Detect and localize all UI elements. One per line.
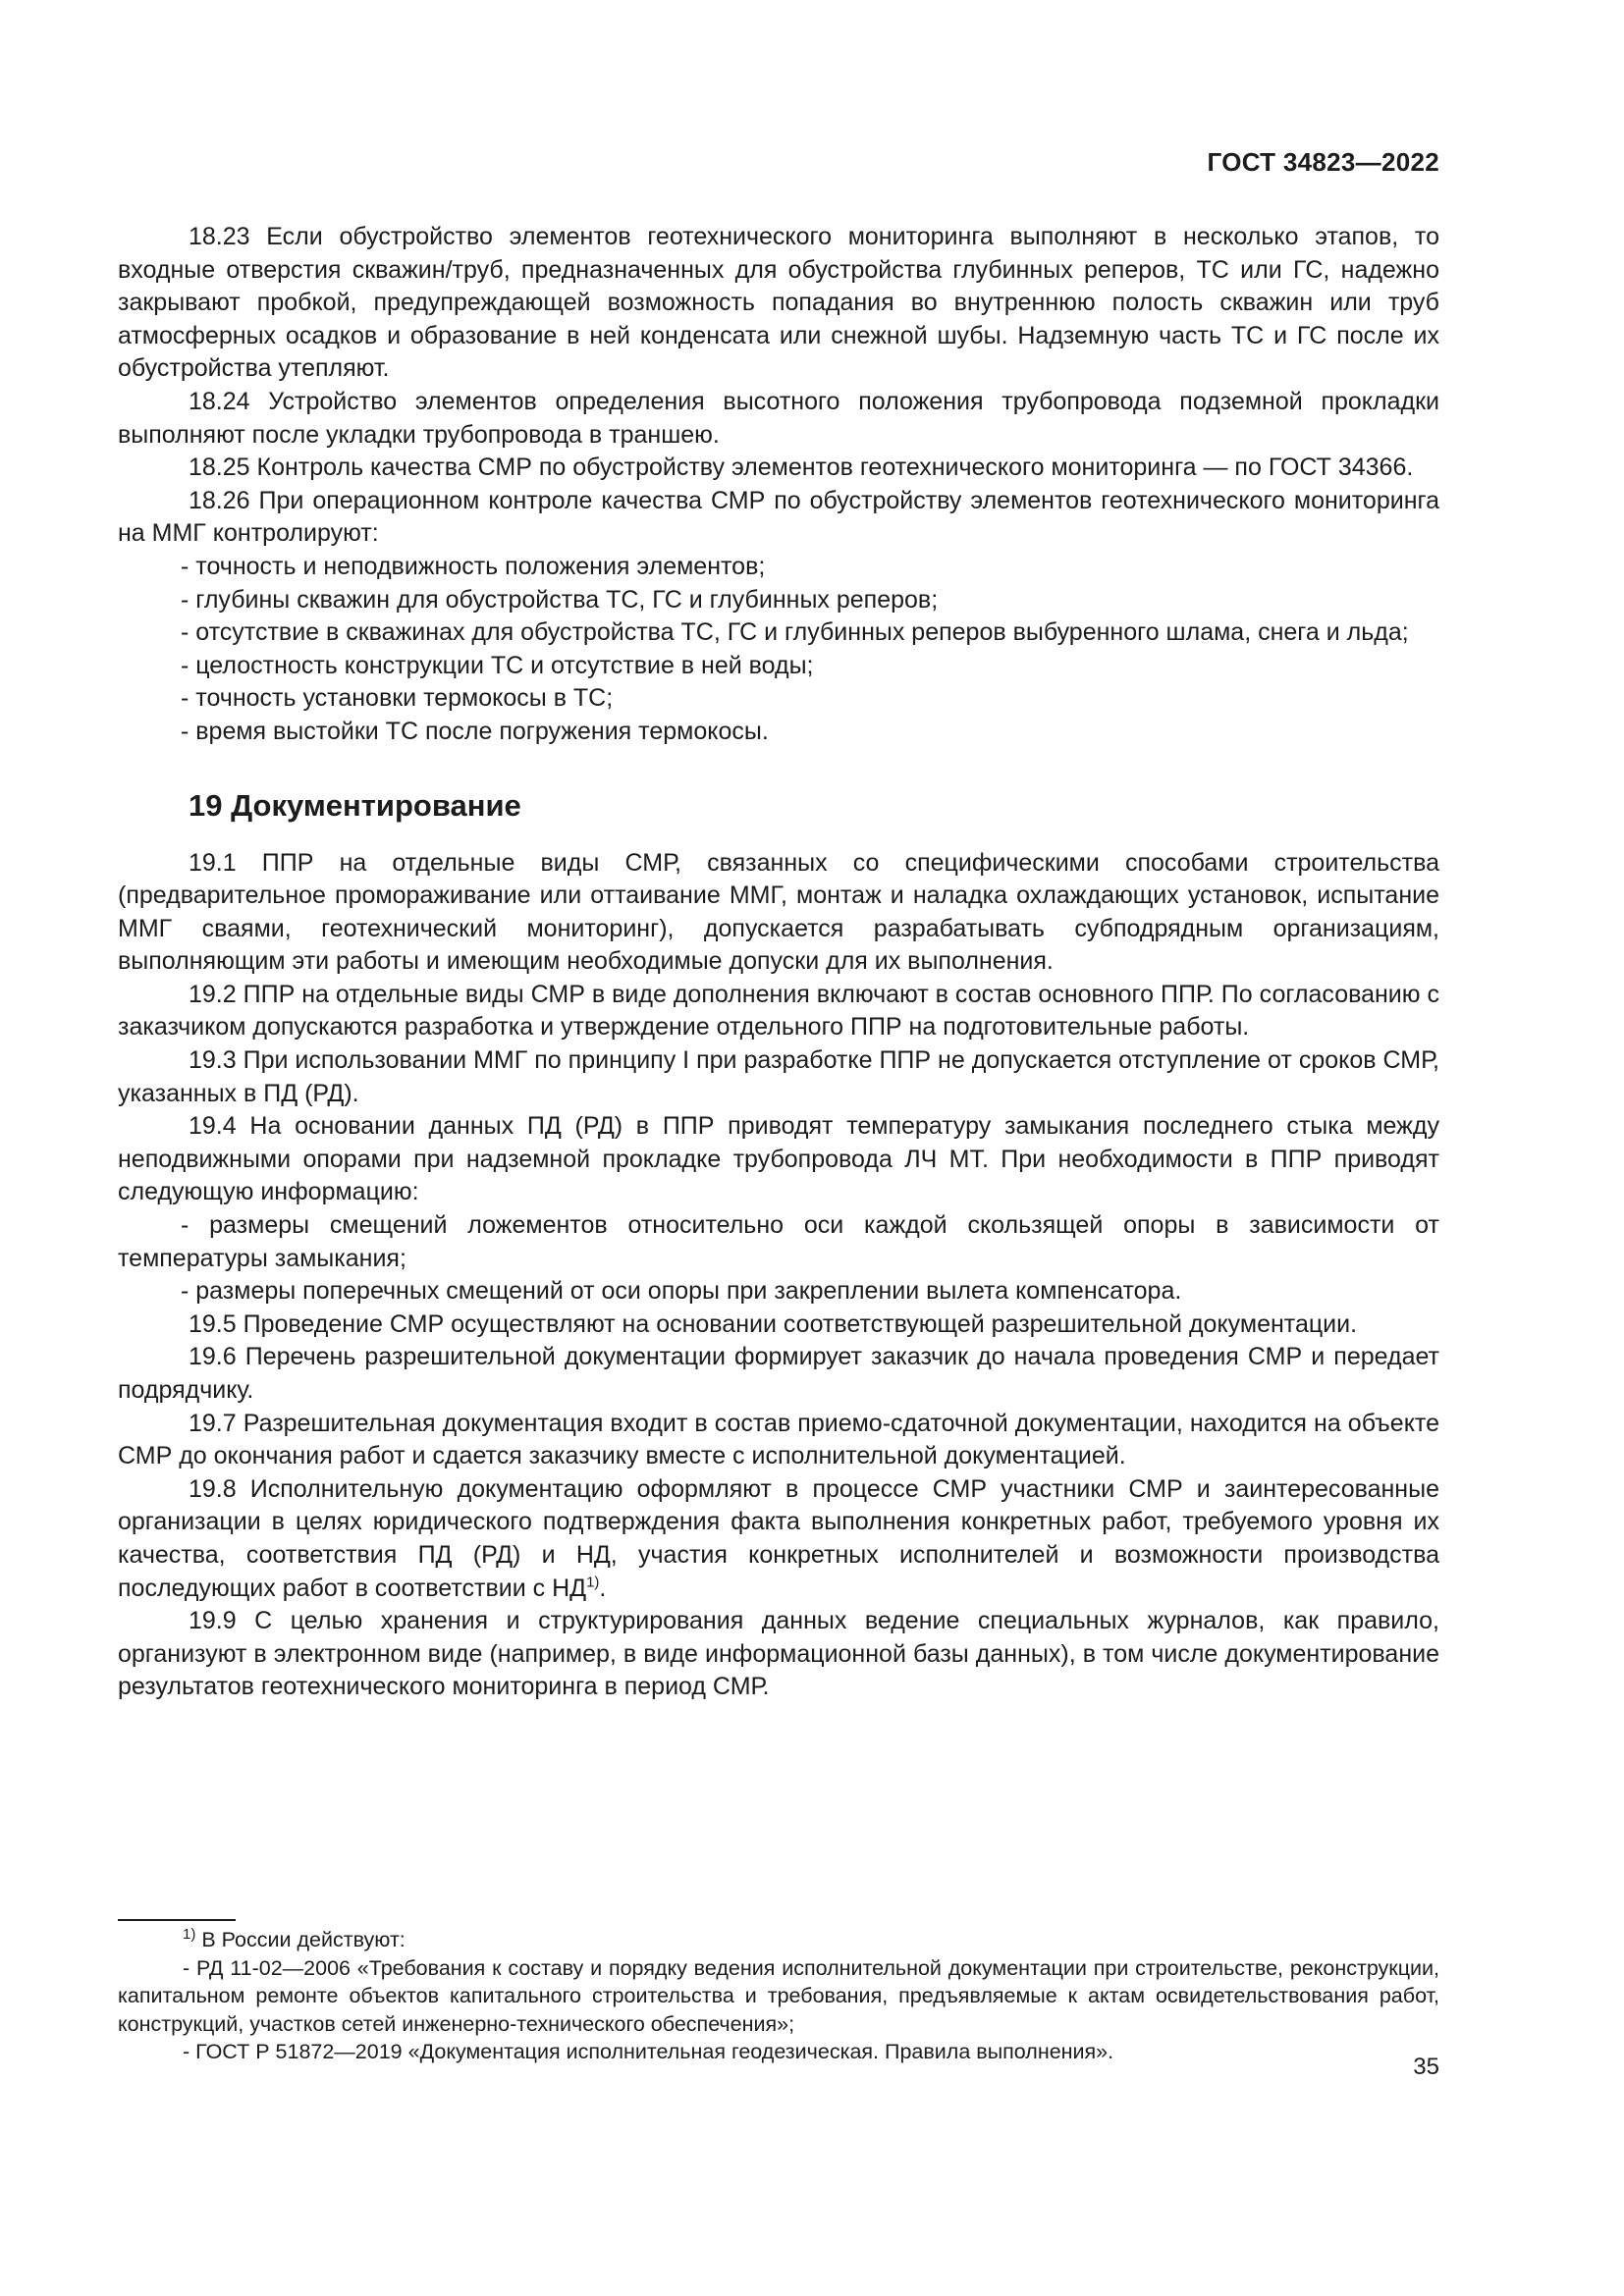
paragraph-18-23: 18.23 Если обустройство элементов геотехнического мониторинга выполняют в несколько этапов, то входные отверстия скважин/труб, предназначенных для обустройства глубинных реперов, ТС или ГС, надежно закрывают пробкой, предупреждающей возможность попадания во внутреннюю полость скважин или труб атмосферных осадков и образование в ней конденсата или снежной шубы. Надземную часть ТС и ГС после их обустройства утепляют. [118,223,1439,383]
list-item: - целостность конструкции ТС и отсутствие в ней воды; [181,651,814,679]
list-item: - глубины скважин для обустройства ТС, ГС и глубинных реперов; [181,585,939,614]
document-body [118,221,1439,1704]
paragraph-19-9: 19.9 С целью хранения и структурирования данных ведение специальных журналов, как правило, организуют в электронном виде (например, в виде информационной базы данных), в том числе документирование результатов геотехнического мониторинга в период СМР. [118,1607,1439,1701]
paragraph-19-5: 19.5 Проведение СМР осуществляют на основании соответствующей разрешительной документации. [189,1309,1358,1338]
paragraph-18-26: 18.26 При операционном контроле качества СМР по обустройству элементов геотехнического мониторинга на ММГ контролируют: [118,486,1439,548]
paragraph-19-3: 19.3 При использовании ММГ по принципу I при разработке ППР не допускается отступление от сроков СМР, указанных в ПД (РД). [118,1046,1439,1107]
list-item: - размеры смещений ложементов относительно оси каждой скользящей опоры в зависимости от температуры замыкания; [118,1211,1439,1272]
footnote-intro [118,1926,1439,1954]
paragraph-19-4: 19.4 На основании данных ПД (РД) в ППР приводят температуру замыкания последнего стыка между неподвижными опорами при надземной прокладке трубопровода ЛЧ МТ. При необходимости в ППР приводят следующую информацию: [118,1112,1439,1206]
paragraph-19-1: 19.1 ППР на отдельные виды СМР, связанных со специфическими способами строительства (предварительное промораживание или оттаивание ММГ, монтаж и наладка охлаждающих установок, испытание ММГ сваями, геотехнический мониторинг), допускается разрабатывать субподрядным организациям, выполняющим эти работы и имеющим необходимые допуски для их выполнения. [118,848,1439,976]
footnote-reference[interactable]: 1) [586,1574,600,1591]
paragraph-18-25: 18.25 Контроль качества СМР по обустройству элементов геотехнического мониторинга — по ГОСТ 34366. [189,454,1414,482]
document-header: ГОСТ 34823—2022 [1207,147,1439,177]
paragraph-19-6: 19.6 Перечень разрешительной документации формирует заказчик до начала проведения СМР и передает подрядчику. [118,1343,1439,1404]
paragraph-19-8 [118,1473,1439,1605]
footnote-item: - РД 11-02—2006 «Требования к составу и порядку ведения исполнительной документации при строительстве, реконструкции, капитальном ремонте объектов капитального строительства и требования, предъявляемые к актам освидетельствования работ, конструкций, участков сетей инженерно-технического обеспечения»; [118,1955,1439,2036]
section-heading: 19 Документирование [189,787,521,823]
footnote-intro-text: В России действуют: [195,1928,406,1951]
list-item: - отсутствие в скважинах для обустройства ТС, ГС и глубинных реперов выбуренного шлама, снега и льда; [181,618,1409,647]
list-item: - размеры поперечных смещений от оси опоры при закреплении вылета компенсатора. [181,1277,1182,1306]
footnote-marker: 1) [183,1925,196,1943]
footnote-divider [118,1919,236,1921]
list-item: - точность установки термокосы в ТС; [181,684,614,713]
paragraph-19-8-text: 19.8 Исполнительную документацию оформляют в процессе СМР участники СМР и заинтересованные организации в целях юридического подтверждения факта выполнения конкретных работ, требуемого уровня их качества, соответствия ПД (РД) и НД, участия конкретных исполнителей и возможности производства последующих работ в соответствии с НД [118,1474,1439,1602]
paragraph-19-7: 19.7 Разрешительная документация входит в состав приемо-сдаточной документации, находится на объекте СМР до окончания работ и сдается заказчику вместе с исполнительной документацией. [118,1409,1439,1470]
page-number: 35 [1413,2054,1439,2080]
list-item: - точность и неподвижность положения элементов; [181,552,766,580]
list-item: - время выстойки ТС после погружения термокосы. [181,717,769,745]
paragraph-19-8-tail: . [599,1574,607,1602]
footnotes [118,1926,1439,2066]
paragraph-18-24: 18.24 Устройство элементов определения высотного положения трубопровода подземной прокладки выполняют после укладки трубопровода в траншею. [118,387,1439,449]
footnote-item: - ГОСТ Р 51872—2019 «Документация исполнительная геодезическая. Правила выполнения». [183,2040,1114,2063]
paragraph-19-2: 19.2 ППР на отдельные виды СМР в виде дополнения включают в состав основного ППР. По согласованию с заказчиком допускаются разработка и утверждение отдельного ППР на подготовительные работы. [118,980,1439,1041]
